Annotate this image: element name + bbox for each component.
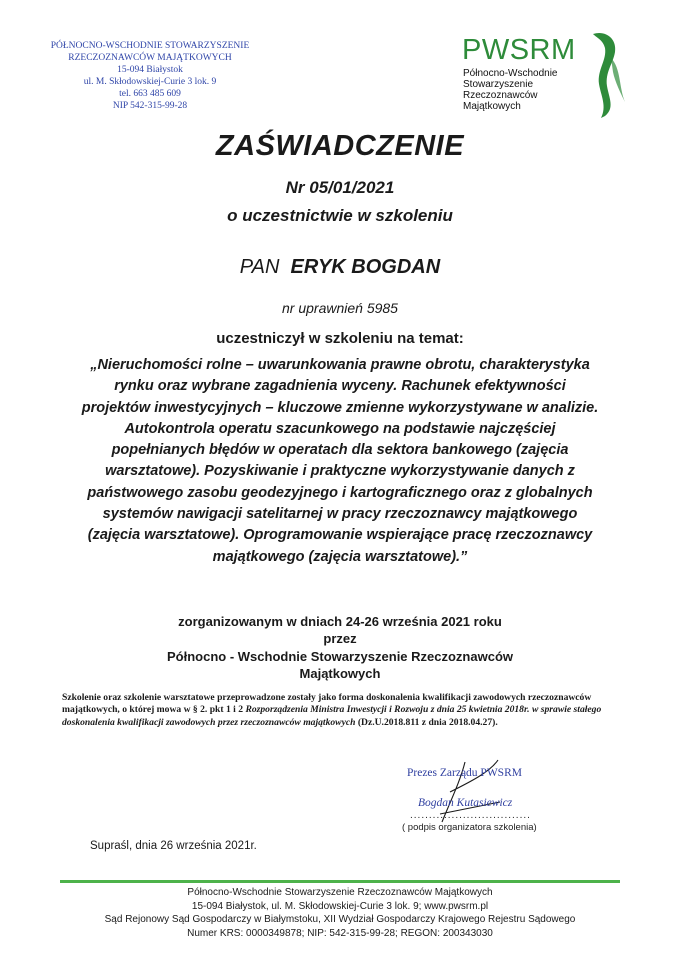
signatory-role: Prezes Zarządu PWSRM xyxy=(407,767,522,779)
organized-by: przez xyxy=(323,631,357,646)
logo-subtitle xyxy=(463,68,558,112)
legal-note-text: Szkolenie oraz szkolenie warsztatowe przeprowadzone zostały jako forma doskonalenia kwalifikacji zawodowych rzeczoznawców majątkowych, o której mowa w § 2. pkt 1 i 2 xyxy=(62,692,592,716)
stamp-line: NIP 542-315-99-28 xyxy=(112,101,188,111)
recipient-name xyxy=(0,256,680,279)
footer-line: Północno-Wschodnie Stowarzyszenie Rzeczoznawców Majątkowych xyxy=(187,887,493,898)
participation-text: uczestniczył w szkoleniu na temat: xyxy=(216,330,464,347)
stamp-line: 15-094 Białystok xyxy=(117,65,183,75)
organizer-line: Majątkowych xyxy=(299,666,381,681)
logo-name: PWSRM xyxy=(462,34,576,66)
logo-subtitle-line: Rzeczoznawców xyxy=(463,90,538,101)
place-date: Supraśl, dnia 26 września 2021r. xyxy=(90,840,257,852)
legal-regulation: Rozporządzenia Ministra Inwestycji i Rozwoju z dnia 25 kwietnia 2018r. w sprawie stałego doskonalenia kwalifikacji zawodowych przez rzeczoznawców majątkowych xyxy=(62,704,602,728)
organization-stamp xyxy=(30,40,270,112)
signature-caption: ( podpis organizatora szkolenia) xyxy=(402,822,537,833)
footer xyxy=(0,886,680,940)
logo-subtitle-line: Stowarzyszenie xyxy=(463,79,534,90)
footer-line: Numer KRS: 0000349878; NIP: 542-315-99-28; REGON: 200343030 xyxy=(187,927,493,939)
organized-text: zorganizowanym w dniach 24-26 września 2021 roku xyxy=(178,614,502,629)
recipient-full-name: ERYK BOGDAN xyxy=(290,256,441,278)
signatory-name: Bogdan Kutasiewicz xyxy=(418,797,513,809)
certificate-title: ZAŚWIADCZENIE xyxy=(215,130,465,162)
license-number: nr uprawnień 5985 xyxy=(282,300,398,316)
certificate-number: Nr 05/01/2021 xyxy=(285,178,395,197)
stamp-line: RZECZOZNAWCÓW MAJĄTKOWYCH xyxy=(68,53,232,63)
certificate-subject: o uczestnictwie w szkoleniu xyxy=(227,206,453,225)
stamp-line: PÓŁNOCNO-WSCHODNIE STOWARZYSZENIE xyxy=(50,41,250,51)
training-topic: „Nieruchomości rolne – uwarunkowania prawne obrotu, charakterystyka rynku oraz wybrane zagadnienia wyceny. Rachunek efektywności projektów inwestycyjnych – kluczowe zmienne wykorzystywane w analizie. Autokontrola operatu szacunkowego na podstawie najczęściej popełnianych błędów w operatach dla sektora bankowego (zajęcia warsztatowe). Pozyskiwanie i praktyczne wykorzystywanie danych z państwowego zasobu geodezyjnego i kartograficznego oraz z globalnych systemów nawigacji satelitarnej w pracy rzeczoznawcy majątkowego (zajęcia warsztatowe). Oprogramowanie wspierające pracę rzeczoznawcy majątkowego (zajęcia warsztatowe).” xyxy=(81,357,599,565)
organizer-line: Północno - Wschodnie Stowarzyszenie Rzeczoznawców xyxy=(167,649,513,664)
recipient-prefix: PAN xyxy=(239,256,280,278)
organized-dates xyxy=(0,613,680,647)
footer-line: Sąd Rejonowy Sąd Gospodarczy w Białymstoku, XII Wydział Gospodarczy Krajowego Rejestru Sądowego xyxy=(104,914,576,926)
stamp-line: ul. M. Skłodowskiej-Curie 3 lok. 9 xyxy=(83,77,217,87)
organizer-name xyxy=(0,648,680,682)
legal-note xyxy=(62,692,622,729)
footer-line: 15-094 Białystok, ul. M. Skłodowskiej-Curie 3 lok. 9; www.pwsrm.pl xyxy=(191,900,489,912)
legal-note-reference: (Dz.U.2018.811 z dnia 2018.04.27). xyxy=(355,716,498,728)
logo-subtitle-line: Majątkowych xyxy=(463,101,521,112)
stamp-line: tel. 663 485 609 xyxy=(119,89,181,99)
signature-line: ................................ xyxy=(410,810,531,821)
logo-subtitle-line: Północno-Wschodnie xyxy=(463,68,558,79)
footer-divider xyxy=(60,880,620,883)
